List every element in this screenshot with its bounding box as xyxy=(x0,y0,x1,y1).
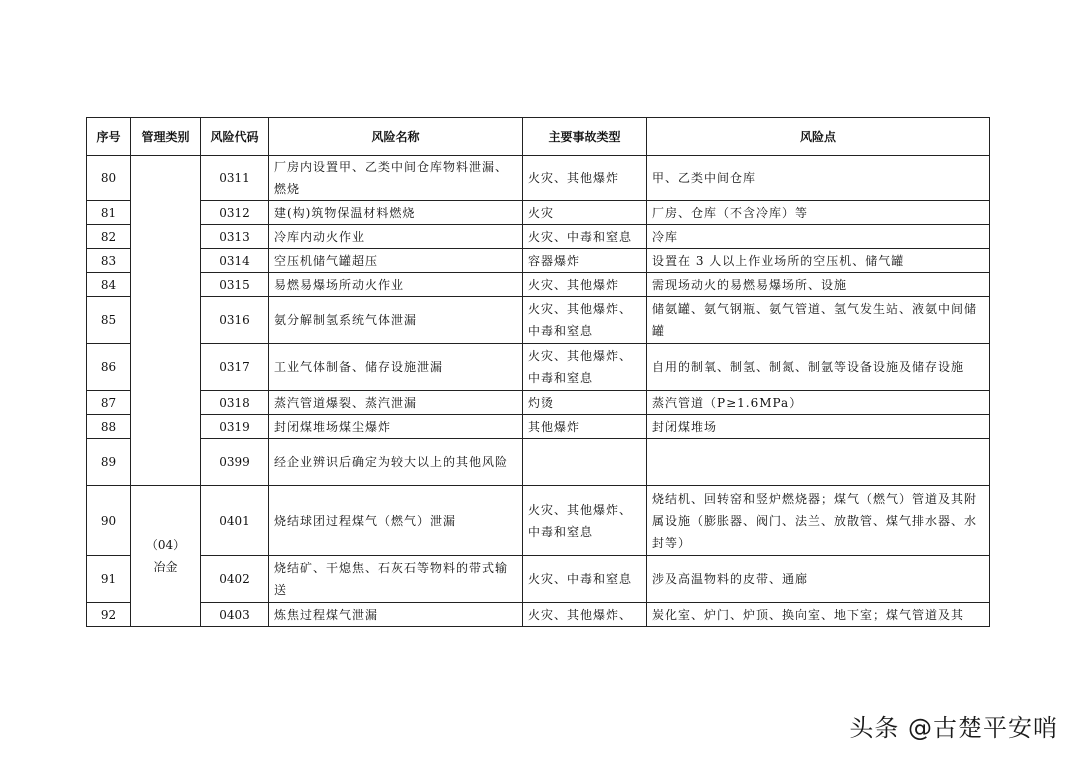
table-row xyxy=(87,391,990,415)
row-no: 83 xyxy=(87,249,131,273)
row-accident-type: 容器爆炸 xyxy=(523,249,647,273)
row-risk-name: 工业气体制备、储存设施泄漏 xyxy=(269,344,523,391)
row-risk-name: 烧结球团过程煤气（燃气）泄漏 xyxy=(269,486,523,556)
row-no: 86 xyxy=(87,344,131,391)
row-no: 92 xyxy=(87,603,131,627)
row-accident-type: 火灾、其他爆炸、中毒和窒息 xyxy=(523,344,647,391)
category-code: （04） xyxy=(145,538,186,552)
table-row xyxy=(87,344,990,391)
table-row xyxy=(87,156,990,201)
row-code: 0402 xyxy=(201,556,269,603)
row-risk-point: 储氨罐、氨气钢瓶、氨气管道、氢气发生站、液氨中间储罐 xyxy=(647,297,990,344)
row-risk-point: 烧结机、回转窑和竖炉燃烧器；煤气（燃气）管道及其附属设施（膨胀器、阀门、法兰、放散管、煤气排水器、水封等） xyxy=(647,486,990,556)
row-accident-type xyxy=(523,439,647,486)
header-code: 风险代码 xyxy=(201,118,269,156)
header-category: 管理类别 xyxy=(131,118,201,156)
table-row xyxy=(87,273,990,297)
row-no: 90 xyxy=(87,486,131,556)
category-cell-04 xyxy=(131,486,201,627)
table-row xyxy=(87,415,990,439)
category-cell-03 xyxy=(131,156,201,486)
row-code: 0319 xyxy=(201,415,269,439)
row-risk-name: 蒸汽管道爆裂、蒸汽泄漏 xyxy=(269,391,523,415)
header-risk-name: 风险名称 xyxy=(269,118,523,156)
row-risk-point xyxy=(647,439,990,486)
row-no: 89 xyxy=(87,439,131,486)
table-row xyxy=(87,439,990,486)
risk-table xyxy=(86,117,990,627)
row-risk-name: 氨分解制氢系统气体泄漏 xyxy=(269,297,523,344)
row-risk-point: 炭化室、炉门、炉顶、换向室、地下室；煤气管道及其 xyxy=(647,603,990,627)
table-row xyxy=(87,201,990,225)
row-code: 0311 xyxy=(201,156,269,201)
row-accident-type: 火灾 xyxy=(523,201,647,225)
row-risk-point: 自用的制氧、制氢、制氮、制氩等设备设施及储存设施 xyxy=(647,344,990,391)
row-code: 0313 xyxy=(201,225,269,249)
row-risk-point: 设置在 3 人以上作业场所的空压机、储气罐 xyxy=(647,249,990,273)
table-row xyxy=(87,249,990,273)
row-risk-point: 封闭煤堆场 xyxy=(647,415,990,439)
watermark: 头条 @古楚平安哨 xyxy=(849,714,1058,742)
table-row xyxy=(87,556,990,603)
row-risk-name: 炼焦过程煤气泄漏 xyxy=(269,603,523,627)
row-no: 82 xyxy=(87,225,131,249)
row-code: 0316 xyxy=(201,297,269,344)
header-no: 序号 xyxy=(87,118,131,156)
table-header-row xyxy=(87,118,990,156)
row-risk-name: 厂房内设置甲、乙类中间仓库物料泄漏、燃烧 xyxy=(269,156,523,201)
category-name: 冶金 xyxy=(153,560,178,574)
row-risk-point: 厂房、仓库（不含冷库）等 xyxy=(647,201,990,225)
row-no: 81 xyxy=(87,201,131,225)
row-risk-name: 经企业辨识后确定为较大以上的其他风险 xyxy=(269,439,523,486)
row-code: 0317 xyxy=(201,344,269,391)
row-risk-name: 冷库内动火作业 xyxy=(269,225,523,249)
row-no: 80 xyxy=(87,156,131,201)
row-risk-name: 烧结矿、干熄焦、石灰石等物料的带式输送 xyxy=(269,556,523,603)
table-row xyxy=(87,603,990,627)
table-row xyxy=(87,486,990,556)
row-no: 88 xyxy=(87,415,131,439)
row-no: 87 xyxy=(87,391,131,415)
row-risk-point: 涉及高温物料的皮带、通廊 xyxy=(647,556,990,603)
row-risk-point: 蒸汽管道（P≥1.6MPa） xyxy=(647,391,990,415)
row-accident-type: 火灾、中毒和窒息 xyxy=(523,225,647,249)
row-accident-type: 灼烫 xyxy=(523,391,647,415)
row-accident-type: 火灾、其他爆炸、中毒和窒息 xyxy=(523,297,647,344)
header-risk-point: 风险点 xyxy=(647,118,990,156)
row-code: 0401 xyxy=(201,486,269,556)
row-no: 85 xyxy=(87,297,131,344)
table-row xyxy=(87,297,990,344)
row-accident-type: 其他爆炸 xyxy=(523,415,647,439)
row-risk-name: 建(构)筑物保温材料燃烧 xyxy=(269,201,523,225)
row-risk-point: 甲、乙类中间仓库 xyxy=(647,156,990,201)
row-code: 0312 xyxy=(201,201,269,225)
row-risk-name: 易燃易爆场所动火作业 xyxy=(269,273,523,297)
row-code: 0314 xyxy=(201,249,269,273)
row-no: 91 xyxy=(87,556,131,603)
header-accident-type: 主要事故类型 xyxy=(523,118,647,156)
row-code: 0403 xyxy=(201,603,269,627)
row-risk-name: 空压机储气罐超压 xyxy=(269,249,523,273)
row-code: 0318 xyxy=(201,391,269,415)
row-accident-type: 火灾、中毒和窒息 xyxy=(523,556,647,603)
row-no: 84 xyxy=(87,273,131,297)
row-accident-type: 火灾、其他爆炸 xyxy=(523,273,647,297)
row-risk-point: 冷库 xyxy=(647,225,990,249)
table-row xyxy=(87,225,990,249)
row-risk-name: 封闭煤堆场煤尘爆炸 xyxy=(269,415,523,439)
row-accident-type: 火灾、其他爆炸、中毒和窒息 xyxy=(523,486,647,556)
row-code: 0399 xyxy=(201,439,269,486)
row-accident-type: 火灾、其他爆炸 xyxy=(523,156,647,201)
row-risk-point: 需现场动火的易燃易爆场所、设施 xyxy=(647,273,990,297)
row-code: 0315 xyxy=(201,273,269,297)
row-accident-type: 火灾、其他爆炸、 xyxy=(523,603,647,627)
